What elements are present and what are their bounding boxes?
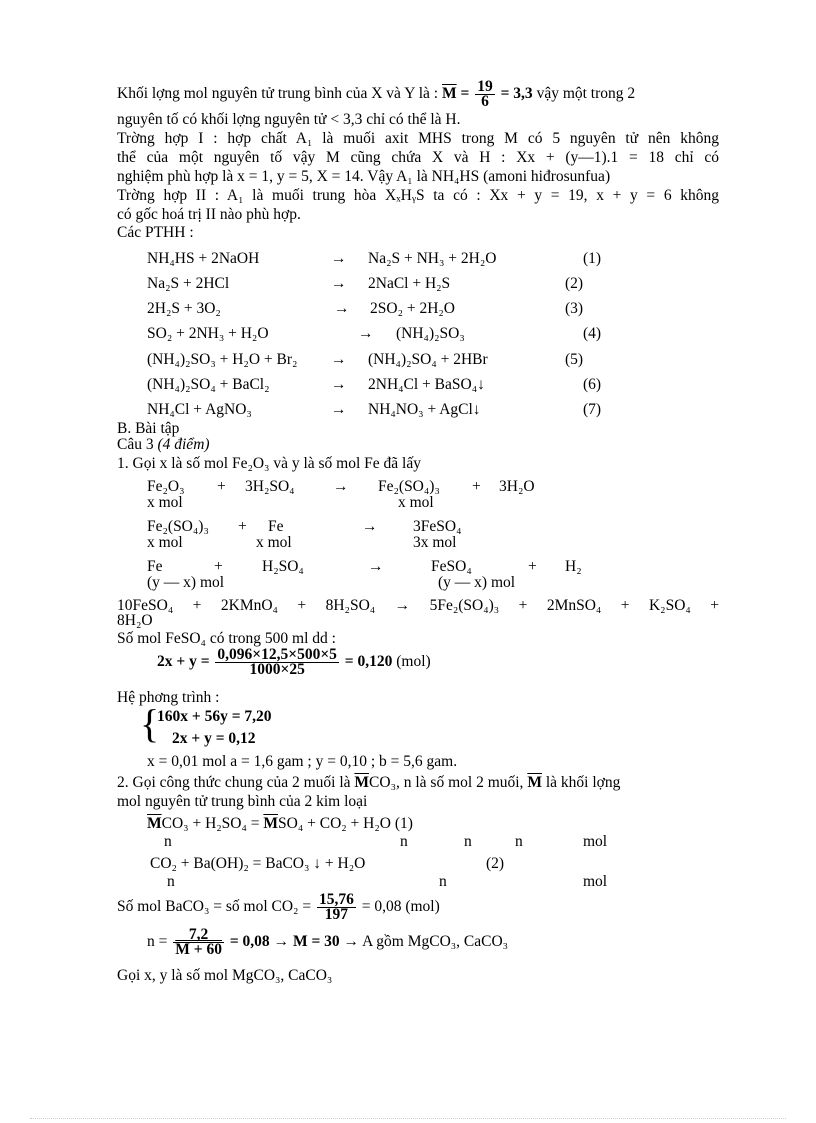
equation-value: = 0,08 (229, 933, 270, 951)
baco3-moles (117, 893, 440, 922)
reaction-lhs: 2H₂S + 3O₂ (147, 300, 221, 317)
reaction-number: (2) (565, 275, 584, 292)
fraction-value: = 3,3 (500, 85, 533, 103)
reaction-lhs: (NH₄)₂SO₃ + H₂O + Br₂ (147, 351, 298, 368)
part1-title: 1. Gọi x là số mol Fe₂O₃ và y là số mol Fe đã lấy (117, 455, 421, 472)
intro-line-2: nguyên tố có khối lợng nguyên tử < 3,3 chỉ có thể là H. (117, 111, 461, 128)
mole-amount: n (464, 833, 472, 850)
formula: SO₄ + CO₂ + H₂O (1) (278, 815, 413, 832)
intro-line-1: Khối lợng mol nguyên tử trung bình của X và Y là : $\overline{M}$ = $\frac{19}{6}$ = 3,3 vậy một trong 2 (117, 78, 636, 110)
plus-sign: + (217, 478, 226, 495)
arrow-icon: → (273, 933, 290, 951)
mole-amount: x mol (398, 494, 434, 511)
system-label: Hệ phơng trình : (117, 689, 220, 706)
reaction-arrow: → (331, 275, 347, 292)
formula: Fe₂(SO₄)₃ (378, 478, 440, 495)
formula: 3H₂SO₄ (245, 478, 295, 495)
mole-amount: n (515, 833, 523, 850)
mean-mass-symbol: $\overline{M}$ (441, 85, 457, 103)
reaction-number: (4) (583, 325, 602, 342)
p1-reaction-4: 10FeSO₄ + 2KMnO₄ + 8H₂SO₄ → 5Fe₂(SO₄)₃ + 2MnSO₄ + K₂SO₄ + (117, 597, 719, 614)
mole-amount: n (439, 873, 447, 890)
question-label: Câu 3 (117, 436, 154, 453)
intro-text: Khối lợng mol nguyên tử trung bình của X và Y là : (117, 85, 439, 103)
formula: Fe (147, 558, 163, 575)
mole-amount: n (167, 873, 175, 890)
equation-lhs: 2x + y = (157, 653, 210, 671)
mole-amount: n (400, 833, 408, 850)
reaction-lhs: Na₂S + 2HCl (147, 275, 230, 292)
n-equation (147, 928, 508, 957)
text: CO₃, n là số mol 2 muối, (369, 774, 524, 791)
reaction-arrow: → (334, 300, 350, 317)
text: 2. Gọi công thức chung của 2 muối là (117, 774, 351, 791)
reaction-rhs: (NH₄)₂SO₄ + 2HBr (368, 351, 488, 368)
page-footer-divider (30, 1118, 786, 1119)
mole-amount: x mol (147, 534, 183, 551)
intro-line-4: thể của một nguyên tố vậy M cũng chứa X và H : Xx + (y—1).1 = 18 chỉ có (117, 149, 719, 166)
mole-amount: (y — x) mol (438, 574, 516, 591)
part1-result: x = 0,01 mol a = 1,6 gam ; y = 0,10 ; b = 5,6 gam. (147, 753, 458, 770)
mean-mass-symbol: $\overline{M}$ (263, 815, 279, 832)
text: Số mol BaCO₃ = số mol CO₂ = (117, 898, 312, 916)
feso4-moles-label: Số mol FeSO₄ có trong 500 ml dd : (117, 630, 336, 647)
intro-line-5: nghiệm phù hợp là x = 1, y = 5, X = 14. Vậy A₁ là NH₄HS (amoni hiđrosunfua) (117, 168, 611, 185)
text: = 0,08 (mol) (361, 898, 440, 916)
reaction-arrow: → (358, 325, 374, 342)
part2-line-1 (117, 774, 620, 791)
reaction-arrow: → (331, 351, 347, 368)
formula: FeSO₄ (431, 558, 472, 575)
equation-value: = 0,120 (344, 653, 393, 671)
fraction-19-6: $\frac{19}{6}$ (477, 78, 493, 110)
fraction-feso4: $\frac{0,096\times 12,5\times 500\times 5}{1000\times 25}$ (217, 646, 337, 678)
reaction-number: (1) (583, 250, 602, 267)
reaction-lhs: (NH₄)₂SO₄ + BaCl₂ (147, 376, 270, 393)
reaction-lhs: NH₄HS + 2NaOH (147, 250, 260, 267)
reaction-lhs: SO₂ + 2NH₃ + H₂O (147, 325, 269, 342)
mole-amount: (y — x) mol (147, 574, 225, 591)
mean-mass-symbol: $\overline{M}$ (527, 774, 542, 791)
equation-unit: (mol) (396, 653, 431, 671)
intro-text: vậy một trong 2 (536, 85, 636, 103)
formula: Fe₂O₃ (147, 478, 185, 495)
part2-line-2: mol nguyên tử trung bình của 2 kim loại (117, 793, 368, 810)
plus-sign: + (472, 478, 481, 495)
feso4-equation (157, 648, 431, 677)
mole-amount: n (164, 833, 172, 850)
reaction-rhs: 2NH₄Cl + BaSO₄↓ (368, 376, 485, 393)
mole-amount: x mol (256, 534, 292, 551)
system-eq-1: 160x + 56y = 7,20 (157, 708, 272, 725)
intro-line-7: có gốc hoá trị II nào phù hợp. (117, 206, 301, 223)
reaction-arrow: → (368, 558, 384, 575)
fraction-15-76-197: $\frac{15,76}{197}$ (318, 891, 354, 923)
formula: H₂ (565, 558, 582, 575)
question-heading (117, 436, 210, 453)
arrow-icon: → (343, 933, 360, 951)
p1-reaction-4-cont: 8H₂O (117, 612, 153, 629)
reaction-number: (7) (583, 401, 602, 418)
plus-sign: + (238, 518, 247, 535)
p2-reaction-1 (147, 815, 413, 832)
formula: CO₂ + Ba(OH)₂ = BaCO₃ ↓ + H₂O (150, 855, 366, 872)
question-points: (4 điểm) (157, 436, 210, 453)
plus-sign: + (528, 558, 537, 575)
reaction-arrow: → (331, 376, 347, 393)
reaction-rhs: Na₂S + NH₃ + 2H₂O (368, 250, 497, 267)
reaction-number: (6) (583, 376, 602, 393)
reaction-arrow: → (362, 518, 378, 535)
mole-amount: x mol (147, 494, 183, 511)
text: A gồm MgCO₃, CaCO₃ (362, 933, 509, 951)
system-brace: { (140, 701, 160, 746)
reaction-rhs: 2SO₂ + 2H₂O (370, 300, 456, 317)
formula: H₂SO₄ (262, 558, 304, 575)
system-eq-2: 2x + y = 0,12 (172, 730, 256, 747)
reaction-rhs: 2NaCl + H₂S (368, 275, 451, 292)
formula: CO₃ + H₂SO₄ = (161, 815, 260, 832)
plus-sign: + (214, 558, 223, 575)
formula: Fe₂(SO₄)₃ (147, 518, 209, 535)
text: là khối lợng (545, 774, 621, 791)
formula: 3H₂O (499, 478, 535, 495)
mole-unit: mol (583, 873, 608, 890)
intro-line-6: Trờng hợp II : A₁ là muối trung hòa XₓHᵧS ta có : Xx + y = 19, x + y = 6 không (117, 187, 719, 204)
equation-value: M = 30 (292, 933, 340, 951)
mean-mass-symbol: $\overline{M}$ (354, 774, 370, 791)
reaction-rhs: (NH₄)₂SO₃ (396, 325, 465, 342)
section-heading: B. Bài tập (117, 420, 180, 437)
formula: Fe (268, 518, 284, 535)
precipitate-arrow-icon: ↓ (313, 855, 322, 872)
fraction-n: $\frac{7,2}{M + 60}$ (175, 926, 222, 958)
mole-unit: mol (583, 833, 608, 850)
text: n = (147, 933, 168, 951)
reaction-number: (2) (486, 855, 505, 872)
reaction-number: (5) (565, 351, 584, 368)
reaction-rhs: NH₄NO₃ + AgCl↓ (368, 401, 481, 418)
intro-line-3: Trờng hợp I : hợp chất A₁ là muối axit MHS trong M có 5 nguyên tử nên không (117, 130, 719, 147)
final-line: Gọi x, y là số mol MgCO₃, CaCO₃ (117, 967, 333, 984)
intro-line-8: Các PTHH : (117, 224, 194, 241)
reaction-arrow: → (331, 250, 347, 267)
reaction-number: (3) (565, 300, 584, 317)
reaction-arrow: → (333, 478, 349, 495)
mean-mass-symbol: $\overline{M}$ (147, 815, 162, 832)
formula: 3FeSO₄ (413, 518, 462, 535)
reaction-lhs: NH₄Cl + AgNO₃ (147, 401, 252, 418)
reaction-arrow: → (331, 401, 347, 418)
mole-amount: 3x mol (413, 534, 457, 551)
